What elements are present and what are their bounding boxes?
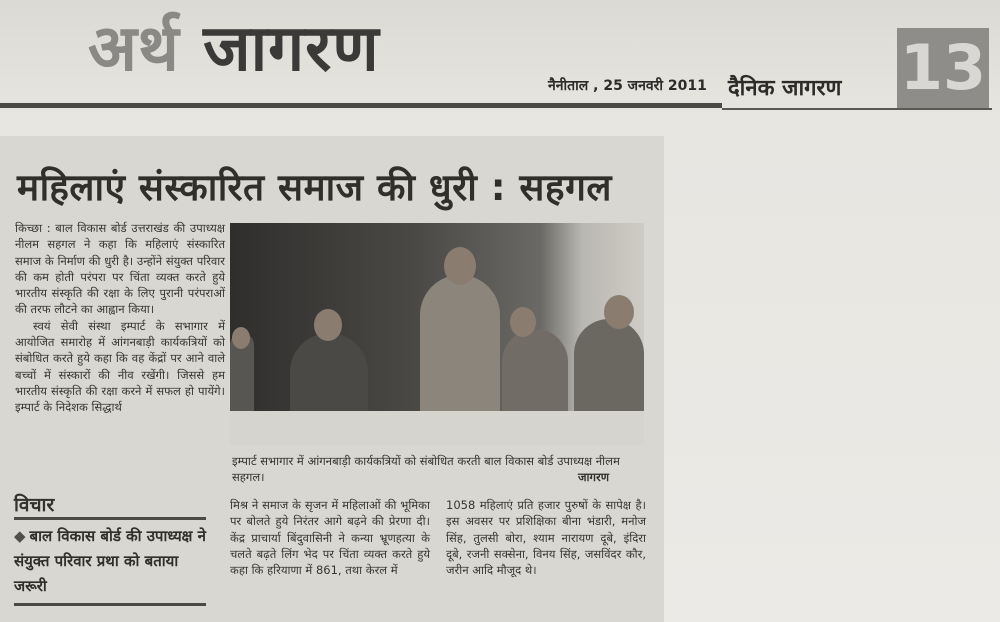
sidebar-rule-bottom xyxy=(14,603,206,606)
photo-person-speaker-head xyxy=(444,247,476,285)
dateline: नैनीताल , 25 जनवरी 2011 xyxy=(548,78,707,94)
photo-person-1-head xyxy=(232,327,250,349)
photo-person-2-head xyxy=(314,309,342,341)
photo-person-4-head xyxy=(510,307,536,337)
sidebar-blurb-text: बाल विकास बोर्ड की उपाध्यक्ष ने संयुक्त परिवार प्रथा को बताया जरूरी xyxy=(14,527,206,595)
masthead-rule-right xyxy=(722,108,992,110)
sidebar-heading: विचार xyxy=(14,494,55,516)
photo-caption: इम्पार्ट सभागार में आंगनबाड़ी कार्यकत्रियों को संबोधित करती बाल विकास बोर्ड उपाध्यक्ष नीलम सहगल। xyxy=(232,454,620,484)
masthead-title xyxy=(88,4,380,94)
photo-person-5-head xyxy=(604,295,634,329)
photo-credit: जागरण xyxy=(578,470,610,484)
sidebar-blurb xyxy=(14,524,210,599)
paper-name: दैनिक जागरण xyxy=(728,76,842,101)
photo-person-5 xyxy=(574,319,644,423)
article-paragraph-2: स्वयं सेवी संस्था इम्पार्ट के सभागार में आयोजित समारोह में आंगनबाड़ी कार्यकत्रियों को संबोधित करते हुये कहा कि वह केंद्रों पर आने वाले बच्चों में संस्कारों की नीव रखेंगी। जिससे हम भारतीय संस्कृति की रक्षा करने में सफल हो पायेंगे। इम्पार्ट के निदेशक सिद्धार्थ xyxy=(15,318,225,415)
masthead-title-part2: जागरण xyxy=(203,12,380,86)
diamond-bullet-icon: ◆ xyxy=(14,527,26,545)
photo-table xyxy=(230,411,644,445)
article-column-2: मिश्र ने समाज के सृजन में महिलाओं की भूमिका पर बोलते हुये निरंतर आगे बढ़ने की प्रेरणा दी। केंद्र प्राचार्या बिंदुवासिनी ने कन्या भ्रूणहत्या के चलते बढ़ते लिंग भेद पर चिंता व्यक्त करते हुये कहा कि हरियाणा में 861, तथा केरल में xyxy=(230,498,430,578)
article-column-1 xyxy=(15,220,225,416)
masthead-title-part1: अर्थ xyxy=(88,12,180,86)
masthead-rule xyxy=(0,103,722,108)
article-photo xyxy=(230,223,644,445)
photo-person-2 xyxy=(290,333,368,423)
photo-person-4 xyxy=(502,329,568,421)
page-number: 13 xyxy=(897,28,989,108)
sidebar-rule-top xyxy=(14,517,206,520)
photo-person-speaker xyxy=(420,275,500,420)
article-column-3: 1058 महिलाएं प्रति हजार पुरुषों के सापेक्ष है। इस अवसर पर प्रशिक्षिका बीना भंडारी, मनोज सिंह, तुलसी बोरा, श्याम नारायण दूबे, इंदिरा दूबे, रजनी सक्सेना, विनय सिंह, जसविंदर कौर, जरीन आदि मौजूद थे। xyxy=(446,498,646,578)
article-paragraph-1: किच्छा : बाल विकास बोर्ड उत्तराखंड की उपाध्यक्ष नीलम सहगल ने कहा कि महिलाएं संस्कारित समाज के निर्माण की धुरी है। उन्होंने संयुक्त परिवार की कम होती परंपरा पर चिंता व्यक्त करते हुये भारतीय संस्कृति की रक्षा के लिए पुरानी परंपराओं की तरफ लौटने का आह्वान किया। xyxy=(15,221,225,317)
article-headline: महिलाएं संस्कारित समाज की धुरी : सहगल xyxy=(17,166,613,209)
